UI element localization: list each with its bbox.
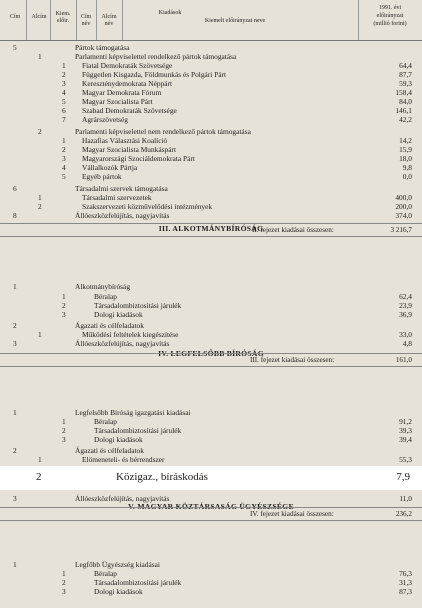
item-name: Szakszervezeti közművelődési intézmények — [82, 202, 213, 211]
item-name: Társadalombiztosítási járulék — [94, 578, 182, 587]
header-alcim: Alcím — [31, 14, 47, 20]
header-unit: (millió forint) — [373, 21, 407, 27]
item-number: 2 — [62, 578, 66, 587]
item-name: Béralap — [94, 569, 117, 578]
table-row — [0, 71, 422, 79]
item-value: 33,0 — [399, 330, 412, 339]
alcim-number: 1 — [38, 193, 42, 202]
item-number: 3 — [62, 154, 66, 163]
item-name: Legfőbb Ügyészség kiadásai — [75, 560, 160, 569]
table-row — [0, 44, 422, 52]
item-value: 161,0 — [395, 356, 412, 364]
item-value: 55,3 — [399, 455, 412, 464]
item-name: Elömeneteli- és bérrendszer — [82, 455, 165, 464]
divider — [0, 520, 422, 521]
header-kiemelt: Kiemelt előirányzat neve — [204, 18, 266, 24]
cim-number: 1 — [13, 560, 17, 569]
cim-number: 8 — [13, 211, 17, 220]
table-row — [0, 570, 422, 578]
header-cim-nev: Cím név — [80, 14, 92, 27]
item-value: 31,3 — [399, 578, 412, 587]
item-value: 14,2 — [399, 136, 412, 145]
alcim-number: 1 — [38, 330, 42, 339]
total-label: II. fejezet kiadásai összesen: — [252, 226, 334, 234]
highlight-value: 7,9 — [396, 471, 410, 483]
item-value: 200,0 — [395, 202, 412, 211]
alcim-number: 2 — [38, 127, 42, 136]
table-row — [0, 331, 422, 339]
item-name: Vállalkozók Pártja — [82, 163, 138, 172]
highlight-text: Közigaz., bíráskodás — [116, 471, 208, 483]
total-row — [0, 510, 422, 518]
cim-number: 2 — [13, 446, 17, 455]
item-number: 4 — [62, 163, 66, 172]
item-value: 91,2 — [399, 417, 412, 426]
item-value: 0,0 — [402, 172, 412, 181]
table-row — [0, 322, 422, 330]
item-name: Magyar Demokrata Fórum — [82, 88, 162, 97]
table-row — [0, 212, 422, 220]
item-name: Alkotmánybíróság — [75, 282, 131, 291]
item-value: 84,0 — [399, 97, 412, 106]
cim-number: 2 — [13, 321, 17, 330]
table-row — [0, 409, 422, 417]
table-header — [0, 0, 422, 41]
cim-number: 5 — [13, 43, 17, 52]
item-name: Társadalombiztosítási járulék — [94, 426, 182, 435]
item-number: 3 — [62, 310, 66, 319]
table-row — [0, 283, 422, 291]
item-name: Parlamenti képviselettel nem rendelkező pártok támogatása — [75, 127, 251, 136]
item-value: 62,4 — [399, 292, 412, 301]
item-number: 5 — [62, 172, 66, 181]
divider — [0, 353, 422, 354]
section-title: IV. LEGFELSŐBB BÍRÓSÁG — [158, 349, 264, 358]
total-label: III. fejezet kiadásai összesen: — [250, 356, 335, 364]
item-name: Pártok támogatása — [75, 43, 130, 52]
item-value: 64,4 — [399, 61, 412, 70]
item-name: Magyar Szocialista Munkáspárt — [82, 145, 176, 154]
header-eloir: előirányzat — [376, 13, 404, 19]
item-value: 39,4 — [399, 435, 412, 444]
table-row — [0, 137, 422, 145]
item-name: Társadalmi szervezetek — [82, 193, 152, 202]
item-number: 5 — [62, 97, 66, 106]
table-row — [0, 107, 422, 115]
item-number: 4 — [62, 88, 66, 97]
item-name: Független Kisgazda, Földmunkás és Polgári Párt — [82, 70, 227, 79]
table-row — [0, 302, 422, 310]
item-value: 76,3 — [399, 569, 412, 578]
item-name: Ágazati és célfeladatok — [75, 446, 144, 455]
table-row — [0, 185, 422, 193]
item-value: 87,3 — [399, 587, 412, 596]
item-value: 15,9 — [399, 145, 412, 154]
item-number: 1 — [62, 61, 66, 70]
cim-number: 3 — [13, 494, 17, 503]
item-name: Működési feltételek kiegészítése — [82, 330, 179, 339]
table-row — [0, 340, 422, 348]
item-value: 236,2 — [395, 510, 412, 518]
item-value: 59,3 — [399, 79, 412, 88]
header-kiem-eloir: Kiem. előir. — [55, 11, 71, 24]
cim-number: 1 — [13, 282, 17, 291]
item-value: 39,3 — [399, 426, 412, 435]
table-row — [0, 164, 422, 172]
item-value: 11,0 — [399, 494, 412, 503]
cim-number: 1 — [13, 408, 17, 417]
item-value: 3 216,7 — [390, 226, 412, 234]
item-name: Állóeszközfelújítás, nagyjavítás — [75, 211, 170, 220]
table-row — [0, 579, 422, 587]
item-name: Béralap — [94, 417, 117, 426]
table-row — [0, 155, 422, 163]
item-value: 23,9 — [399, 301, 412, 310]
header-cim: Cím — [9, 14, 21, 20]
item-number: 1 — [62, 292, 66, 301]
item-value: 400,0 — [395, 193, 412, 202]
table-row — [0, 128, 422, 136]
item-number: 2 — [62, 426, 66, 435]
item-number: 3 — [62, 435, 66, 444]
table-row — [0, 588, 422, 596]
item-name: Egyéb pártok — [82, 172, 122, 181]
table-row — [0, 436, 422, 444]
item-value: 42,2 — [399, 115, 412, 124]
cim-number: 6 — [13, 184, 17, 193]
divider — [0, 507, 422, 508]
section-title: V. MAGYAR KÖZTÁRSASÁG ÜGYÉSZSÉGE — [128, 502, 294, 511]
table-row — [0, 203, 422, 211]
item-number: 6 — [62, 106, 66, 115]
table-row — [0, 80, 422, 88]
item-name: Ágazati és célfeladatok — [75, 321, 144, 330]
item-number: 2 — [62, 145, 66, 154]
table-row — [0, 311, 422, 319]
item-name: Állóeszközfelújítás, nagyjavítás — [75, 339, 170, 348]
divider — [0, 366, 422, 367]
table-row — [0, 116, 422, 124]
item-name: Társadalombiztosítási járulék — [94, 301, 182, 310]
total-label: IV. fejezet kiadásai összesen: — [250, 510, 334, 518]
header-kiadasok: Kiadások — [158, 10, 182, 16]
item-number: 2 — [62, 301, 66, 310]
item-value: 36,9 — [399, 310, 412, 319]
alcim-number: 1 — [38, 455, 42, 464]
alcim-number: 1 — [38, 52, 42, 61]
item-name: Legfelsőbb Bíróság igazgatási kiadásai — [75, 408, 191, 417]
highlight-number: 2 — [36, 471, 42, 483]
table-row — [0, 561, 422, 569]
item-number: 3 — [62, 587, 66, 596]
divider — [0, 236, 422, 237]
item-number: 3 — [62, 79, 66, 88]
table-row — [0, 53, 422, 61]
item-name: Agrárszövetség — [82, 115, 128, 124]
item-number: 1 — [62, 569, 66, 578]
item-name: Dologi kiadások — [94, 587, 143, 596]
table-row — [0, 146, 422, 154]
highlighted-row — [0, 466, 422, 490]
item-name: Állóeszközfelújítás, nagyjavítás — [75, 494, 170, 503]
item-number: 2 — [62, 70, 66, 79]
table-row — [0, 194, 422, 202]
item-name: Dologi kiadások — [94, 310, 143, 319]
item-name: Parlamenti képviselettel rendelkező pártok támogatása — [75, 52, 237, 61]
table-row — [0, 62, 422, 70]
item-name: Kereszténydemokrata Néppárt — [82, 79, 173, 88]
item-value: 146,1 — [395, 106, 412, 115]
table-row — [0, 293, 422, 301]
item-name: Magyar Szocialista Párt — [82, 97, 153, 106]
table-row — [0, 418, 422, 426]
item-name: Dologi kiadások — [94, 435, 143, 444]
item-name: Fiatal Demokraták Szövetsége — [82, 61, 173, 70]
item-name: Magyarországi Szociáldemokrata Párt — [82, 154, 195, 163]
header-alcim-nev: Alcím név — [101, 14, 117, 27]
item-number: 1 — [62, 136, 66, 145]
item-name: Szabad Demokraták Szövetsége — [82, 106, 177, 115]
item-value: 374,0 — [395, 211, 412, 220]
alcim-number: 2 — [38, 202, 42, 211]
item-name: Társadalmi szervek támogatása — [75, 184, 168, 193]
cim-number: 3 — [13, 339, 17, 348]
item-name: Béralap — [94, 292, 117, 301]
table-row — [0, 427, 422, 435]
header-year: 1991. évi — [378, 5, 402, 11]
item-number: 1 — [62, 417, 66, 426]
item-value: 158,4 — [395, 88, 412, 97]
table-row — [0, 89, 422, 97]
table-row — [0, 447, 422, 455]
item-value: 9,8 — [402, 163, 412, 172]
table-row — [0, 173, 422, 181]
item-value: 18,0 — [399, 154, 412, 163]
table-row — [0, 456, 422, 464]
section-title: III. ALKOTMÁNYBÍRÓSÁG — [158, 224, 264, 233]
item-value: 87,7 — [399, 70, 412, 79]
item-number: 7 — [62, 115, 66, 124]
item-value: 4,8 — [402, 339, 412, 348]
item-name: Hazafias Választási Koalíció — [82, 136, 168, 145]
table-row — [0, 98, 422, 106]
divider — [0, 223, 422, 224]
